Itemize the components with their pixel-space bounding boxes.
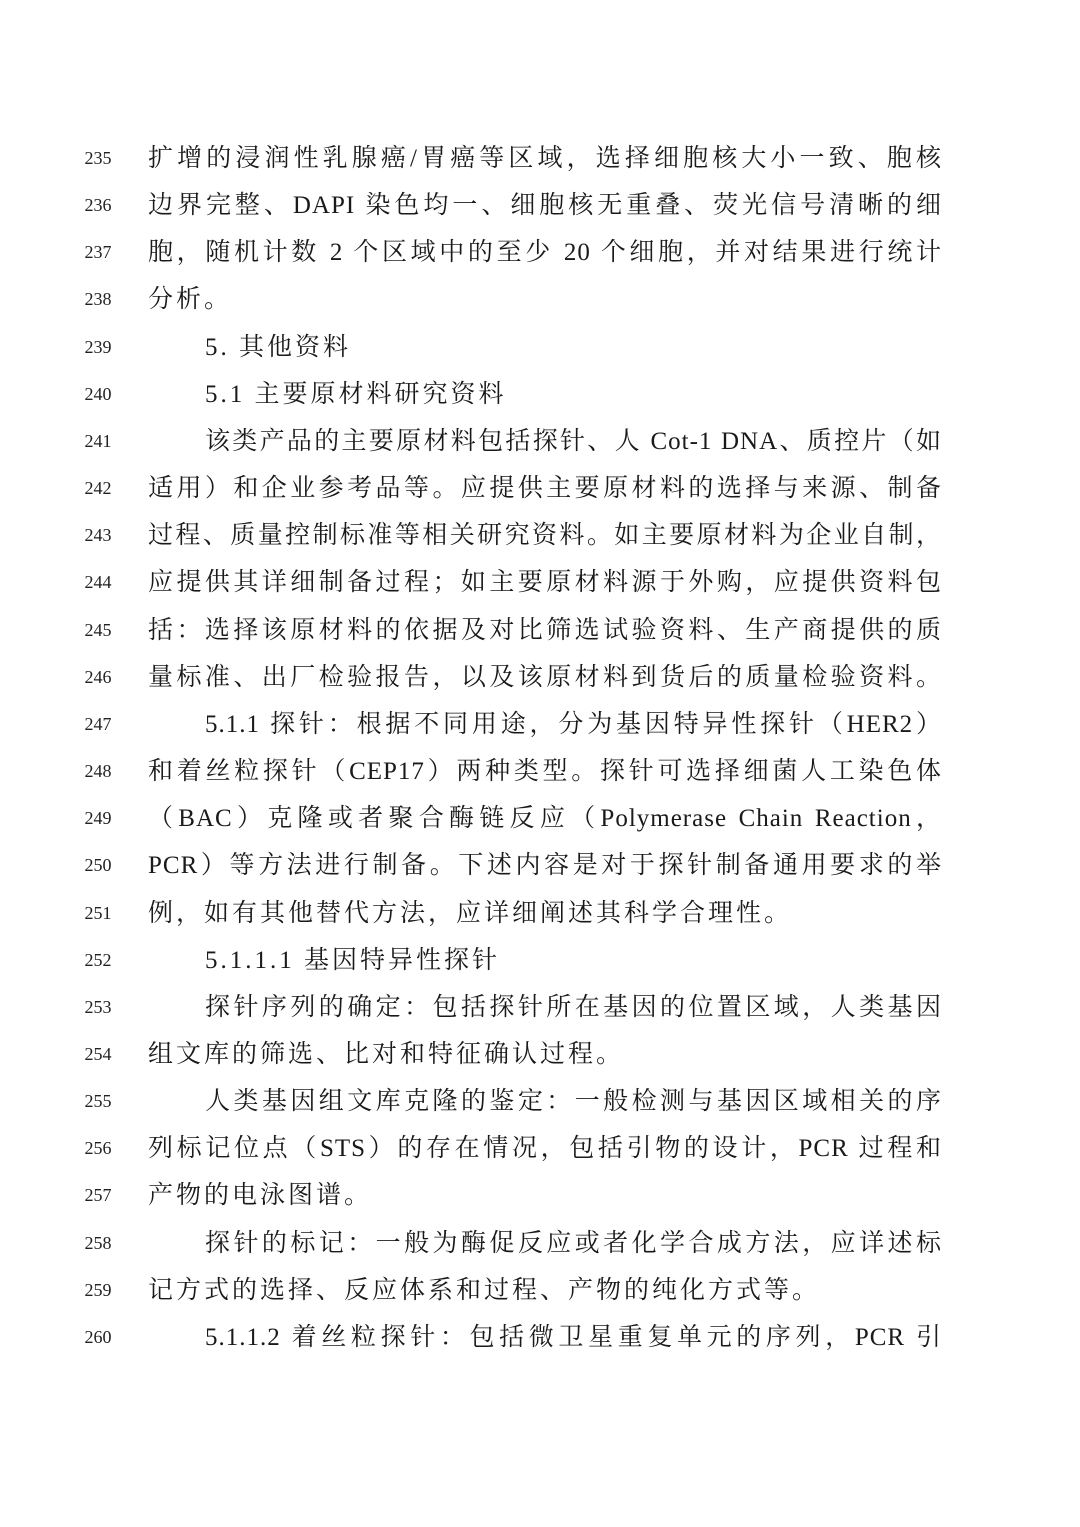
line-text: 探针的标记：一般为酶促反应或者化学合成方法，应详述标 [205,1229,942,1257]
document-line [0,418,1080,465]
line-text: 记方式的选择、反应体系和过程、产物的纯化方式等。 [148,1276,821,1304]
section-heading: 5. 其他资料 [205,333,352,361]
document-line [0,182,1080,229]
document-line [0,1031,1080,1078]
document-line [0,748,1080,795]
document-line [0,1220,1080,1267]
document-line [0,654,1080,701]
document-line [0,559,1080,606]
document-line [0,1078,1080,1125]
line-text: 适用）和企业参考品等。应提供主要原材料的选择与来源、制备 [148,475,942,503]
line-number: 247 [84,713,112,734]
line-number: 260 [84,1326,112,1347]
line-text: 该类产品的主要原材料包括探针、人 Cot-1 DNA、质控片（如 [205,427,942,455]
line-number: 242 [84,478,112,499]
line-text: 括：选择该原材料的依据及对比筛选试验资料、生产商提供的质 [148,616,942,644]
document-line [0,842,1080,889]
line-number: 235 [84,148,112,168]
line-text: 列标记位点（STS）的存在情况，包括引物的设计，PCR 过程和 [148,1135,942,1163]
document-line [0,701,1080,748]
line-number: 251 [84,902,112,923]
line-number: 249 [84,808,112,829]
line-number: 257 [84,1185,112,1206]
line-text: （BAC）克隆或者聚合酶链反应（Polymerase Chain Reaction， [148,805,942,833]
section-heading: 5.1.1.1 基因特异性探针 [205,946,501,974]
document-line [0,1125,1080,1172]
line-text: 人类基因组文库克隆的鉴定：一般检测与基因区域相关的序 [205,1088,942,1116]
document-line [0,984,1080,1031]
line-text: 过程、质量控制标准等相关研究资料。如主要原材料为企业自制， [148,522,942,550]
line-number: 254 [84,1043,112,1064]
line-number: 237 [84,242,112,263]
line-number: 244 [84,572,112,593]
line-number: 246 [84,666,112,687]
document-line [0,1314,1080,1361]
line-number: 253 [84,996,112,1017]
section-heading: 5.1 主要原材料研究资料 [205,380,507,408]
document-body [0,135,1080,1361]
line-text: 边界完整、DAPI 染色均一、细胞核无重叠、荧光信号清晰的细 [148,192,942,220]
line-number: 239 [84,336,112,357]
line-text: 探针序列的确定：包括探针所在基因的位置区域，人类基因 [205,993,942,1021]
line-text: 和着丝粒探针（CEP17）两种类型。探针可选择细菌人工染色体 [148,758,942,786]
line-text: 应提供其详细制备过程；如主要原材料源于外购，应提供资料包 [148,569,942,597]
line-number: 255 [84,1091,112,1112]
line-text: 5.1.1.2 着丝粒探针：包括微卫星重复单元的序列，PCR 引 [205,1323,942,1351]
document-line [0,607,1080,654]
document-line [0,795,1080,842]
line-number: 241 [84,430,112,451]
document-line [0,890,1080,937]
line-text: 组文库的筛选、比对和特征确认过程。 [148,1040,625,1068]
line-number: 248 [84,761,112,782]
line-text: 例，如有其他替代方法，应详细阐述其科学合理性。 [148,899,793,927]
line-number: 250 [84,855,112,876]
line-text: 量标准、出厂检验报告，以及该原材料到货后的质量检验资料。 [148,663,942,691]
line-text: 扩增的浸润性乳腺癌/胃癌等区域，选择细胞核大小一致、胞核 [148,145,942,172]
line-text: PCR）等方法进行制备。下述内容是对于探针制备通用要求的举 [148,852,942,880]
document-line [0,276,1080,323]
document-line [0,1172,1080,1219]
document-line [0,324,1080,371]
line-number: 238 [84,289,112,310]
line-number: 236 [84,195,112,216]
document-line [0,135,1080,182]
line-text: 产物的电泳图谱。 [148,1182,373,1210]
document-line [0,371,1080,418]
line-number: 243 [84,525,112,546]
document-line [0,937,1080,984]
line-text: 分析。 [148,286,233,314]
line-number: 256 [84,1138,112,1159]
line-number: 240 [84,383,112,404]
document-line [0,465,1080,512]
document-line [0,229,1080,276]
line-number: 245 [84,619,112,640]
line-text: 胞，随机计数 2 个区域中的至少 20 个细胞，并对结果进行统计 [148,239,942,267]
line-number: 258 [84,1232,112,1253]
line-text: 5.1.1 探针：根据不同用途，分为基因特异性探针（HER2） [205,710,942,738]
document-line [0,1267,1080,1314]
document-line [0,512,1080,559]
line-number: 252 [84,949,112,970]
line-number: 259 [84,1279,112,1300]
